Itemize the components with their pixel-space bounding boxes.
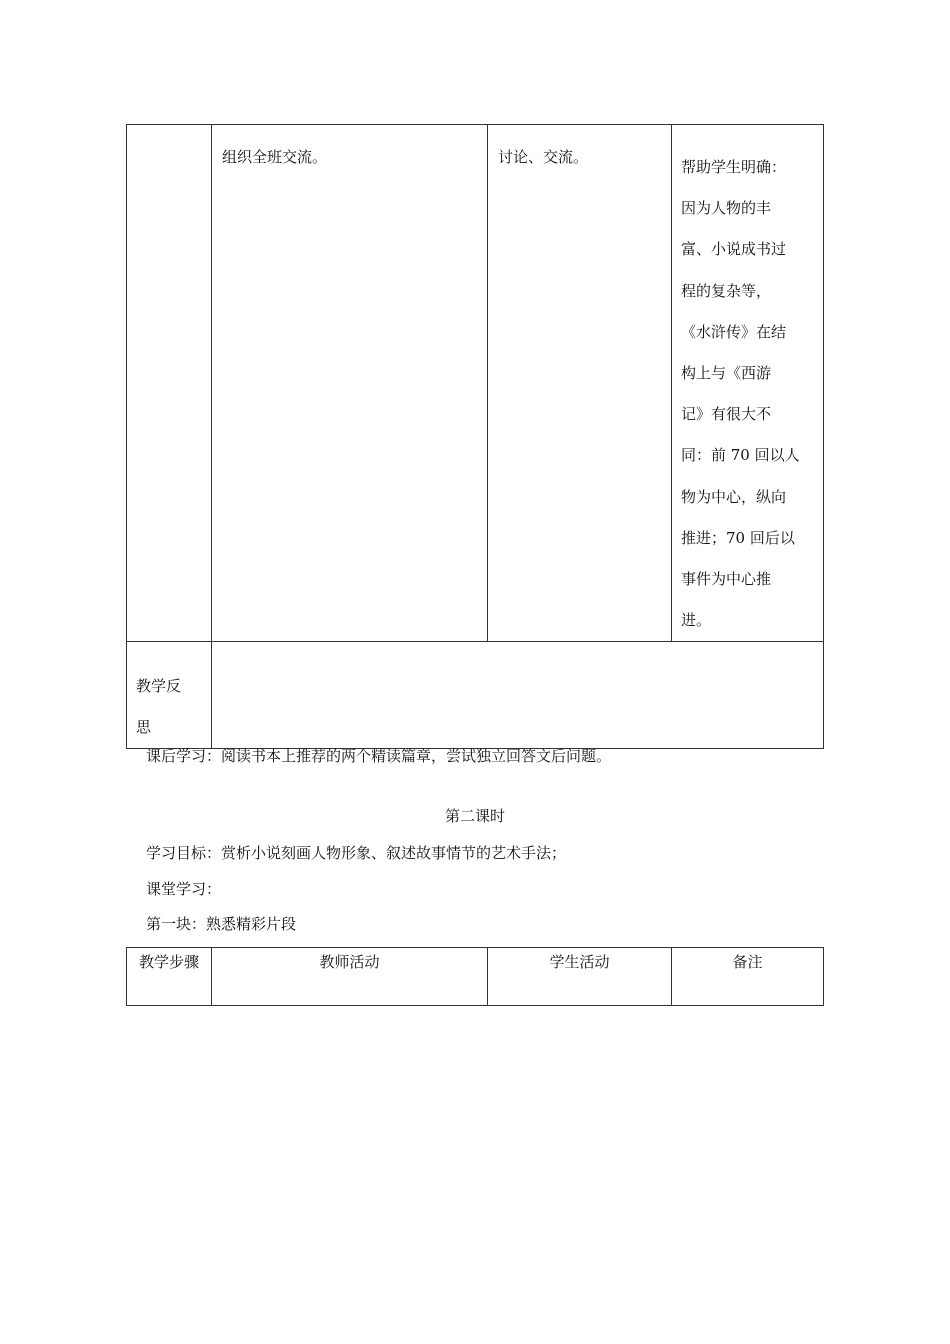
lesson-title: 第二课时 [444, 807, 505, 825]
reflection-label-line1: 教学反 [136, 677, 182, 696]
reflection-content-cell [212, 642, 824, 749]
header-teacher-activity: 教师活动 [212, 948, 488, 1006]
reflection-label-line2: 思 [136, 718, 152, 737]
block-one-heading: 第一块：熟悉精彩片段 [146, 915, 297, 933]
note-line: 构上与《西游 [681, 364, 772, 383]
note-line: 因为人物的丰 [681, 199, 772, 218]
note-line: 进。 [681, 611, 712, 630]
lesson-table-2 [126, 947, 824, 1006]
note-line: 推进；70 回后以 [681, 528, 795, 547]
teacher-activity-text: 组织全班交流。 [222, 148, 328, 166]
note-line: 记》有很大不 [681, 405, 772, 424]
notes-text [672, 125, 823, 641]
header-step: 教学步骤 [127, 948, 212, 1006]
teacher-activity-cell [212, 125, 488, 642]
header-notes: 备注 [672, 948, 824, 1006]
learning-objective: 学习目标：赏析小说刻画人物形象、叙述故事情节的艺术手法； [146, 844, 567, 862]
note-line: 物为中心，纵向 [681, 487, 787, 506]
note-line: 富、小说成书过 [681, 240, 787, 259]
lesson-table-continued [126, 124, 824, 749]
header-student-activity: 学生活动 [488, 948, 672, 1006]
classroom-study: 课堂学习： [146, 880, 222, 898]
notes-cell [672, 125, 824, 642]
note-line: 《水浒传》在结 [681, 322, 787, 341]
step-cell-empty [127, 125, 212, 642]
after-class-study: 课后学习：阅读书本上推荐的两个精读篇章，尝试独立回答文后问题。 [146, 747, 612, 765]
reflection-label-cell [127, 642, 212, 749]
student-activity-cell [488, 125, 672, 642]
student-activity-text: 讨论、交流。 [498, 148, 589, 166]
note-line: 同：前 70 回以人 [681, 446, 800, 465]
note-line: 程的复杂等， [681, 281, 772, 300]
note-line: 事件为中心推 [681, 570, 772, 589]
note-line: 帮助学生明确： [681, 158, 787, 176]
